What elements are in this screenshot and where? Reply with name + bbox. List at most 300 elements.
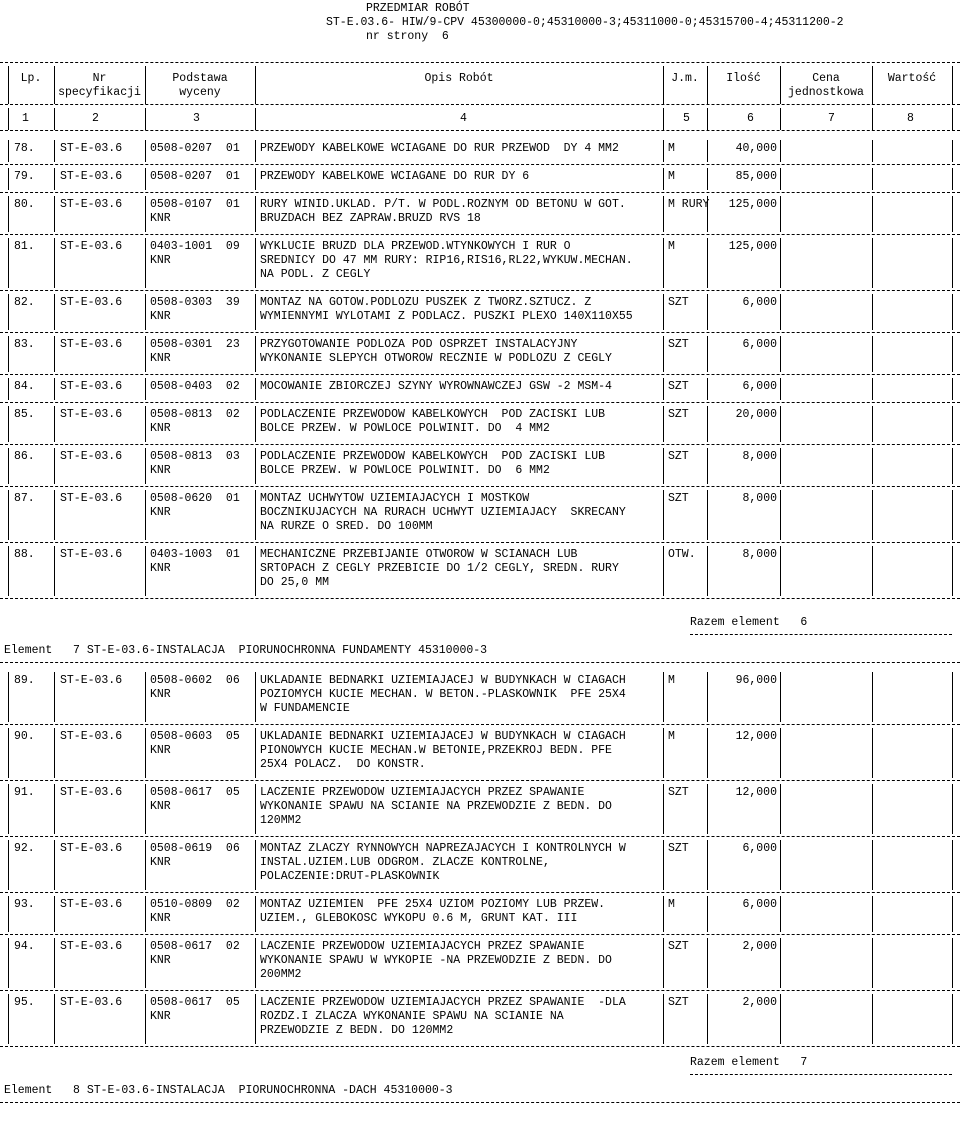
doc-title: PRZEDMIAR ROBÓT: [366, 2, 470, 15]
total-underline: [690, 1074, 952, 1075]
description-line: 200MM2: [260, 968, 302, 981]
row-divider: [0, 724, 960, 725]
description-line: MONTAZ NA GOTOW.PODLOZU PUSZEK Z TWORZ.SZTUCZ. Z: [260, 296, 592, 309]
item-number: 92.: [14, 842, 35, 855]
row-divider: [0, 290, 960, 291]
item-number: 84.: [14, 380, 35, 393]
col-nr-header: Nr: [92, 72, 107, 85]
column-number: 3: [193, 112, 200, 125]
row-divider: [0, 934, 960, 935]
quantity: 40,000: [735, 142, 777, 155]
column-divider: [8, 896, 9, 932]
column-divider: [54, 294, 55, 330]
description-line: MONTAZ UCHWYTOW UZIEMIAJACYCH I MOSTKOW: [260, 492, 530, 505]
column-divider: [54, 140, 55, 162]
basis-catalog: KNR: [150, 1010, 171, 1023]
unit: SZT: [668, 296, 689, 309]
column-divider: [780, 672, 781, 722]
item-number: 79.: [14, 170, 35, 183]
description-line: NA PODL. Z CEGLY: [260, 268, 371, 281]
quantity: 6,000: [742, 380, 777, 393]
column-divider: [780, 140, 781, 162]
column-divider: [145, 448, 146, 484]
column-divider: [8, 238, 9, 288]
description-line: BOLCE PRZEW. W POWLOCE POLWINIT. DO 6 MM2: [260, 464, 550, 477]
item-number: 94.: [14, 940, 35, 953]
row-divider: [0, 542, 960, 543]
column-divider: [663, 406, 664, 442]
quantity: 12,000: [735, 730, 777, 743]
unit: M: [668, 240, 675, 253]
col-wartosc-header: Wartość: [887, 72, 937, 85]
col-nr-header-2: specyfikacji: [58, 86, 141, 99]
spec-number: ST-E-03.6: [60, 142, 123, 155]
spec-number: ST-E-03.6: [60, 674, 123, 687]
column-divider: [145, 140, 146, 162]
basis-code: 0508-0403 02: [150, 380, 240, 393]
unit: SZT: [668, 940, 689, 953]
column-divider: [145, 994, 146, 1044]
column-divider: [952, 840, 953, 890]
column-divider: [952, 896, 953, 932]
quantity: 20,000: [735, 408, 777, 421]
column-divider: [8, 840, 9, 890]
column-divider: [663, 840, 664, 890]
column-divider: [663, 994, 664, 1044]
column-divider: [663, 294, 664, 330]
column-divider: [145, 238, 146, 288]
column-divider: [872, 994, 873, 1044]
column-divider: [952, 378, 953, 400]
item-number: 86.: [14, 450, 35, 463]
column-divider: [54, 840, 55, 890]
column-divider: [872, 378, 873, 400]
row-divider: [0, 192, 960, 193]
column-divider: [54, 406, 55, 442]
quantity: 6,000: [742, 338, 777, 351]
row-divider: [0, 332, 960, 333]
column-divider: [255, 406, 256, 442]
column-divider: [952, 66, 953, 104]
column-divider: [780, 784, 781, 834]
column-divider: [54, 168, 55, 190]
description-line: MONTAZ UZIEMIEN PFE 25X4 UZIOM POZIOMY LUB PRZEW.: [260, 898, 606, 911]
basis-code: 0508-0301 23: [150, 338, 240, 351]
column-divider: [780, 448, 781, 484]
row-divider: [0, 598, 960, 599]
unit: SZT: [668, 492, 689, 505]
row-divider: [0, 990, 960, 991]
column-divider: [952, 728, 953, 778]
column-divider: [663, 784, 664, 834]
spec-number: ST-E-03.6: [60, 296, 123, 309]
description-line: NA RURZE O SRED. DO 100MM: [260, 520, 433, 533]
column-divider: [255, 896, 256, 932]
column-number: 6: [747, 112, 754, 125]
description-line: MECHANICZNE PRZEBIJANIE OTWOROW W SCIANACH LUB: [260, 548, 578, 561]
column-divider: [145, 294, 146, 330]
quantity: 6,000: [742, 842, 777, 855]
basis-catalog: KNR: [150, 212, 171, 225]
column-divider: [872, 238, 873, 288]
quantity: 8,000: [742, 492, 777, 505]
description-line: PRZEWODZIE Z BEDN. DO 120MM2: [260, 1024, 454, 1037]
basis-code: 0510-0809 02: [150, 898, 240, 911]
column-divider: [952, 784, 953, 834]
row-divider: [0, 62, 960, 63]
column-divider: [145, 896, 146, 932]
basis-catalog: KNR: [150, 422, 171, 435]
column-divider: [255, 728, 256, 778]
column-divider: [145, 196, 146, 232]
column-divider: [8, 938, 9, 988]
column-divider: [255, 108, 256, 130]
quantity: 96,000: [735, 674, 777, 687]
spec-number: ST-E-03.6: [60, 198, 123, 211]
basis-catalog: KNR: [150, 352, 171, 365]
description-line: UKLADANIE BEDNARKI UZIEMIAJACEJ W BUDYNKACH W CIAGACH: [260, 674, 626, 687]
description-line: WYMIENNYMI WYLOTAMI Z PODLACZ. PUSZKI PLEXO 140X110X55: [260, 310, 633, 323]
description-line: PRZYGOTOWANIE PODLOZA POD OSPRZET INSTALACYJNY: [260, 338, 578, 351]
spec-number: ST-E-03.6: [60, 380, 123, 393]
description-line: MONTAZ ZLACZY RYNNOWYCH NAPREZAJACYCH I KONTROLNYCH W: [260, 842, 626, 855]
column-divider: [952, 546, 953, 596]
column-divider: [145, 406, 146, 442]
column-divider: [663, 448, 664, 484]
spec-number: ST-E-03.6: [60, 408, 123, 421]
item-number: 87.: [14, 492, 35, 505]
column-divider: [663, 896, 664, 932]
basis-catalog: KNR: [150, 912, 171, 925]
column-divider: [780, 938, 781, 988]
column-divider: [8, 994, 9, 1044]
unit: SZT: [668, 786, 689, 799]
unit: M: [668, 674, 675, 687]
basis-catalog: KNR: [150, 856, 171, 869]
spec-number: ST-E-03.6: [60, 842, 123, 855]
row-divider: [0, 836, 960, 837]
column-divider: [952, 448, 953, 484]
quantity: 125,000: [728, 198, 777, 211]
column-divider: [8, 672, 9, 722]
basis-code: 0403-1001 09: [150, 240, 240, 253]
row-divider: [0, 104, 960, 105]
unit: M: [668, 730, 675, 743]
column-divider: [255, 294, 256, 330]
element-heading: Element 7 ST-E-03.6-INSTALACJA PIORUNOCHRONNA FUNDAMENTY 45310000-3: [4, 644, 488, 657]
description-line: 120MM2: [260, 814, 302, 827]
spec-number: ST-E-03.6: [60, 240, 123, 253]
column-divider: [952, 196, 953, 232]
column-divider: [780, 546, 781, 596]
row-divider: [0, 444, 960, 445]
description-line: W FUNDAMENCIE: [260, 702, 350, 715]
column-divider: [145, 490, 146, 540]
column-divider: [255, 238, 256, 288]
basis-code: 0508-0813 03: [150, 450, 240, 463]
column-divider: [952, 108, 953, 130]
column-divider: [255, 938, 256, 988]
column-divider: [952, 238, 953, 288]
column-divider: [8, 784, 9, 834]
basis-catalog: KNR: [150, 310, 171, 323]
basis-catalog: KNR: [150, 562, 171, 575]
description-line: LACZENIE PRZEWODOW UZIEMIAJACYCH PRZEZ SPAWANIE -DLA: [260, 996, 626, 1009]
item-number: 82.: [14, 296, 35, 309]
column-divider: [663, 938, 664, 988]
column-divider: [54, 546, 55, 596]
column-number: 7: [828, 112, 835, 125]
quantity: 6,000: [742, 898, 777, 911]
column-divider: [952, 490, 953, 540]
basis-code: 0508-0207 01: [150, 170, 240, 183]
column-divider: [663, 168, 664, 190]
basis-code: 0508-0603 05: [150, 730, 240, 743]
column-divider: [780, 490, 781, 540]
column-divider: [872, 196, 873, 232]
description-line: WYKONANIE SLEPYCH OTWOROW RECZNIE W PODLOZU Z CEGLY: [260, 352, 612, 365]
column-divider: [8, 336, 9, 372]
column-divider: [780, 238, 781, 288]
description-line: 25X4 POLACZ. DO KONSTR.: [260, 758, 426, 771]
quantity: 85,000: [735, 170, 777, 183]
column-divider: [663, 108, 664, 130]
column-divider: [663, 490, 664, 540]
quantity: 8,000: [742, 548, 777, 561]
row-divider: [0, 1046, 960, 1047]
column-divider: [145, 378, 146, 400]
basis-code: 0508-0620 01: [150, 492, 240, 505]
row-divider: [0, 662, 960, 663]
spec-number: ST-E-03.6: [60, 996, 123, 1009]
description-line: BRUZDACH BEZ ZAPRAW.BRUZD RVS 18: [260, 212, 481, 225]
unit: M: [668, 170, 675, 183]
column-divider: [663, 196, 664, 232]
basis-catalog: KNR: [150, 464, 171, 477]
description-line: WYKONANIE SPAWU NA SCIANIE NA PRZEWODZIE Z BEDN. DO: [260, 800, 612, 813]
item-number: 93.: [14, 898, 35, 911]
column-divider: [255, 168, 256, 190]
column-divider: [255, 448, 256, 484]
description-line: BOCZNIKUJACYCH NA RURACH UCHWYT UZIEMIAJACY SKRECANY: [260, 506, 626, 519]
item-number: 90.: [14, 730, 35, 743]
column-divider: [54, 994, 55, 1044]
col-opis-header: Opis Robót: [424, 72, 494, 85]
spec-number: ST-E-03.6: [60, 786, 123, 799]
column-divider: [872, 784, 873, 834]
doc-subtitle: ST-E.03.6- HIW/9-CPV 45300000-0;45310000-3;45311000-0;45315700-4;45311200-2: [326, 16, 844, 29]
item-number: 78.: [14, 142, 35, 155]
basis-code: 0508-0813 02: [150, 408, 240, 421]
spec-number: ST-E-03.6: [60, 450, 123, 463]
description-line: PRZEWODY KABELKOWE WCIAGANE DO RUR DY 6: [260, 170, 530, 183]
unit: SZT: [668, 842, 689, 855]
basis-catalog: KNR: [150, 254, 171, 267]
basis-catalog: KNR: [150, 506, 171, 519]
column-divider: [663, 140, 664, 162]
column-divider: [780, 196, 781, 232]
column-divider: [952, 406, 953, 442]
column-divider: [54, 108, 55, 130]
column-divider: [872, 896, 873, 932]
basis-code: 0508-0617 05: [150, 786, 240, 799]
page-number: nr strony 6: [366, 30, 449, 43]
row-divider: [0, 164, 960, 165]
basis-code: 0508-0303 39: [150, 296, 240, 309]
column-divider: [8, 168, 9, 190]
basis-catalog: KNR: [150, 688, 171, 701]
col-lp-header: Lp.: [20, 72, 42, 85]
column-divider: [145, 784, 146, 834]
column-divider: [145, 938, 146, 988]
description-line: WYKLUCIE BRUZD DLA PRZEWOD.WTYNKOWYCH I RUR O: [260, 240, 571, 253]
column-number: 5: [683, 112, 690, 125]
unit: SZT: [668, 338, 689, 351]
column-divider: [255, 994, 256, 1044]
row-divider: [0, 130, 960, 131]
row-divider: [0, 234, 960, 235]
column-divider: [145, 728, 146, 778]
column-divider: [8, 294, 9, 330]
column-divider: [54, 490, 55, 540]
description-line: SRTOPACH Z CEGLY PRZEBICIE DO 1/2 CEGLY, SREDN. RURY: [260, 562, 619, 575]
column-divider: [145, 168, 146, 190]
description-line: MOCOWANIE ZBIORCZEJ SZYNY WYROWNAWCZEJ GSW -2 MSM-4: [260, 380, 612, 393]
description-line: SREDNICY DO 47 MM RURY: RIP16,RIS16,RL22,WYKUW.MECHAN.: [260, 254, 633, 267]
column-divider: [54, 196, 55, 232]
basis-code: 0508-0617 02: [150, 940, 240, 953]
column-divider: [145, 336, 146, 372]
description-line: PRZEWODY KABELKOWE WCIAGANE DO RUR PRZEWOD DY 4 MM2: [260, 142, 619, 155]
unit: SZT: [668, 996, 689, 1009]
spec-number: ST-E-03.6: [60, 898, 123, 911]
column-divider: [952, 140, 953, 162]
row-divider: [0, 374, 960, 375]
unit: SZT: [668, 450, 689, 463]
column-divider: [255, 784, 256, 834]
row-divider: [0, 1102, 960, 1103]
description-line: LACZENIE PRZEWODOW UZIEMIAJACYCH PRZEZ SPAWANIE: [260, 940, 585, 953]
spec-number: ST-E-03.6: [60, 940, 123, 953]
element-heading: Element 8 ST-E-03.6-INSTALACJA PIORUNOCHRONNA -DACH 45310000-3: [4, 1084, 453, 1097]
description-line: PODLACZENIE PRZEWODOW KABELKOWYCH POD ZACISKI LUB: [260, 408, 606, 421]
item-number: 80.: [14, 198, 35, 211]
item-number: 81.: [14, 240, 35, 253]
spec-number: ST-E-03.6: [60, 548, 123, 561]
column-divider: [255, 672, 256, 722]
column-divider: [872, 168, 873, 190]
column-divider: [872, 140, 873, 162]
column-divider: [872, 294, 873, 330]
spec-number: ST-E-03.6: [60, 730, 123, 743]
column-divider: [8, 406, 9, 442]
basis-code: 0508-0602 06: [150, 674, 240, 687]
column-divider: [54, 896, 55, 932]
column-divider: [54, 448, 55, 484]
basis-code: 0403-1003 01: [150, 548, 240, 561]
column-divider: [145, 840, 146, 890]
basis-code: 0508-0207 01: [150, 142, 240, 155]
column-divider: [952, 994, 953, 1044]
column-divider: [952, 294, 953, 330]
basis-code: 0508-0107 01: [150, 198, 240, 211]
column-divider: [255, 378, 256, 400]
row-divider: [0, 780, 960, 781]
column-divider: [780, 994, 781, 1044]
column-divider: [952, 938, 953, 988]
column-divider: [872, 840, 873, 890]
column-divider: [780, 406, 781, 442]
column-divider: [663, 728, 664, 778]
unit: SZT: [668, 380, 689, 393]
column-divider: [872, 336, 873, 372]
column-divider: [255, 546, 256, 596]
unit: M: [668, 898, 675, 911]
item-number: 95.: [14, 996, 35, 1009]
column-divider: [780, 108, 781, 130]
description-line: DO 25,0 MM: [260, 576, 330, 589]
quantity: 2,000: [742, 996, 777, 1009]
description-line: INSTAL.UZIEM.LUB ODGROM. ZLACZE KONTROLNE,: [260, 856, 550, 869]
column-divider: [8, 378, 9, 400]
column-divider: [8, 108, 9, 130]
unit: M: [668, 142, 675, 155]
unit: SZT: [668, 408, 689, 421]
basis-code: 0508-0619 06: [150, 842, 240, 855]
column-divider: [8, 490, 9, 540]
column-number: 8: [907, 112, 914, 125]
column-divider: [54, 938, 55, 988]
column-divider: [255, 140, 256, 162]
column-divider: [872, 938, 873, 988]
quantity: 8,000: [742, 450, 777, 463]
column-divider: [54, 728, 55, 778]
quantity: 125,000: [728, 240, 777, 253]
column-divider: [780, 840, 781, 890]
column-divider: [255, 840, 256, 890]
col-cena-header-2: jednostkowa: [788, 86, 864, 99]
element-total-label: Razem element 7: [690, 1056, 808, 1069]
column-divider: [145, 108, 146, 130]
spec-number: ST-E-03.6: [60, 338, 123, 351]
description-line: BOLCE PRZEW. W POWLOCE POLWINIT. DO 4 MM2: [260, 422, 550, 435]
basis-catalog: KNR: [150, 954, 171, 967]
column-divider: [872, 490, 873, 540]
column-divider: [872, 108, 873, 130]
column-divider: [663, 238, 664, 288]
column-divider: [8, 546, 9, 596]
element-total-label: Razem element 6: [690, 616, 808, 629]
column-divider: [663, 546, 664, 596]
spec-number: ST-E-03.6: [60, 492, 123, 505]
column-divider: [145, 672, 146, 722]
column-number: 1: [22, 112, 29, 125]
column-divider: [54, 336, 55, 372]
description-line: UKLADANIE BEDNARKI UZIEMIAJACEJ W BUDYNKACH W CIAGACH: [260, 730, 626, 743]
column-divider: [54, 378, 55, 400]
description-line: PODLACZENIE PRZEWODOW KABELKOWYCH POD ZACISKI LUB: [260, 450, 606, 463]
description-line: POLACZENIE:DRUT-PLASKOWNIK: [260, 870, 440, 883]
description-line: RURY WINID.UKLAD. P/T. W PODL.ROZNYM OD BETONU W GOT.: [260, 198, 626, 211]
column-divider: [952, 672, 953, 722]
description-line: ROZDZ.I ZLACZA WYKONANIE SPAWU NA SCIANIE NA: [260, 1010, 564, 1023]
column-divider: [663, 672, 664, 722]
column-number: 2: [92, 112, 99, 125]
description-line: WYKONANIE SPAWU W WYKOPIE -NA PRZEWODZIE Z BEDN. DO: [260, 954, 612, 967]
description-line: POZIOMYCH KUCIE MECHAN. W BETON.-PLASKOWNIK PFE 25X4: [260, 688, 626, 701]
description-line: LACZENIE PRZEWODOW UZIEMIAJACYCH PRZEZ SPAWANIE: [260, 786, 585, 799]
column-divider: [780, 168, 781, 190]
